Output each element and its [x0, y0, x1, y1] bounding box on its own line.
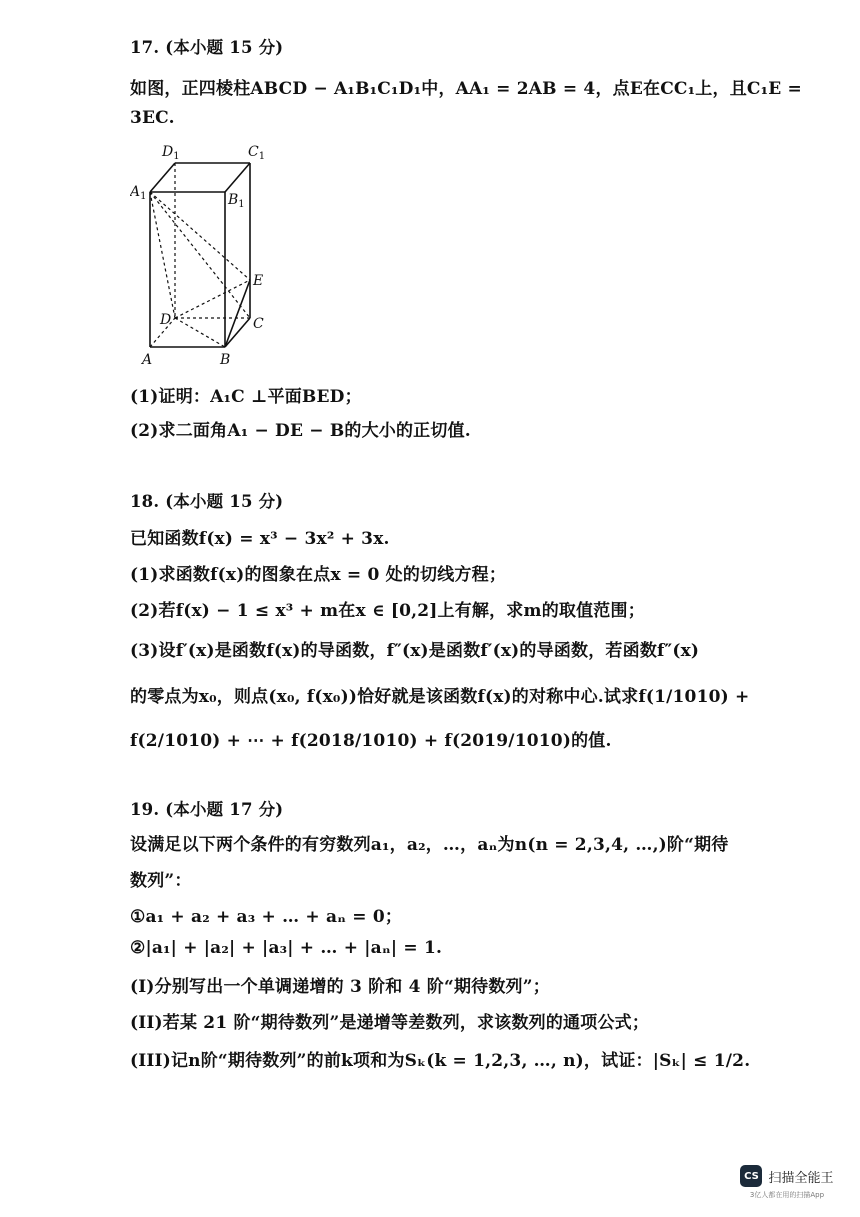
watermark-name: 扫描全能王 — [768, 1170, 834, 1186]
q17-stem-line1: 如图，正四棱柱ABCD − A₁B₁C₁D₁中，AA₁ = 2AB = 4，点E在CC₁上，且C₁E = — [130, 79, 803, 99]
q17-part2: (2)求二面角A₁ − DE − B的大小的正切值. — [130, 421, 471, 441]
q19-stem-line1: 设满足以下两个条件的有穷数列a₁，a₂，…，aₙ为n(n = 2,3,4, …,)阶“期待 — [130, 835, 729, 855]
svg-text:D1: $D_1$ — [162, 144, 180, 162]
q19-stem-line2: 数列”： — [130, 871, 192, 891]
q18-part3-line1: (3)设f′(x)是函数f(x)的导函数，f″(x)是函数f′(x)的导函数，若函数f″(x) — [130, 641, 700, 661]
prism-diagram — [130, 140, 280, 372]
label-d1: D — [162, 144, 174, 160]
q19-part2: (II)若某 21 阶“期待数列”是递增等差数列，求该数列的通项公式； — [130, 1013, 650, 1033]
svg-text:A1: $A_1$ — [130, 184, 147, 202]
svg-text:C1: $C_1$ — [248, 144, 266, 162]
label-d: D — [160, 312, 172, 328]
q18-part3-line3: f(2/1010) + ⋯ + f(2018/1010) + f(2019/1010)的值. — [130, 731, 612, 751]
label-a: A — [142, 352, 153, 368]
q19-part1: (I)分别写出一个单调递增的 3 阶和 4 阶“期待数列”； — [130, 977, 550, 997]
q19-part3: (III)记n阶“期待数列”的前k项和为Sₖ(k = 1,2,3, …, n)，试证：|Sₖ| ≤ 1/2. — [130, 1051, 751, 1071]
q19-condition2: ②|a₁| + |a₂| + |a₃| + … + |aₙ| = 1. — [130, 938, 443, 958]
label-e: E — [253, 273, 264, 289]
label-b1: B — [228, 192, 239, 208]
label-b: B — [220, 352, 231, 368]
q18-part3-line2: 的零点为x₀，则点(x₀, f(x₀))恰好就是该函数f(x)的对称中心.试求f(1/1010) + — [130, 687, 750, 707]
label-c1: C — [248, 144, 259, 160]
label-c: C — [253, 316, 264, 332]
q17-part1: (1)证明：A₁C ⊥平面BED； — [130, 387, 362, 407]
q17-heading: 17. (本小题 15 分) — [130, 38, 284, 57]
q18-stem: 已知函数f(x) = x³ − 3x² + 3x. — [130, 529, 390, 549]
q18-part1: (1)求函数f(x)的图象在点x = 0 处的切线方程； — [130, 565, 507, 585]
q19-heading: 19. (本小题 17 分) — [130, 800, 284, 819]
q19-condition1: ①a₁ + a₂ + a₃ + … + aₙ = 0； — [130, 907, 403, 927]
watermark-tagline: 3亿人都在用的扫描App — [749, 1191, 825, 1199]
scanner-watermark — [732, 1165, 842, 1200]
label-a1: A — [130, 184, 141, 200]
svg-text:B1: $B_1$ — [228, 192, 245, 210]
q17-stem-line2: 3EC. — [130, 108, 175, 128]
q18-heading: 18. (本小题 15 分) — [130, 492, 284, 511]
prism-figure — [130, 140, 280, 372]
camscanner-logo-icon: CS — [740, 1165, 762, 1187]
q18-part2: (2)若f(x) − 1 ≤ x³ + m在x ∈ [0,2]上有解，求m的取值范围； — [130, 601, 645, 621]
